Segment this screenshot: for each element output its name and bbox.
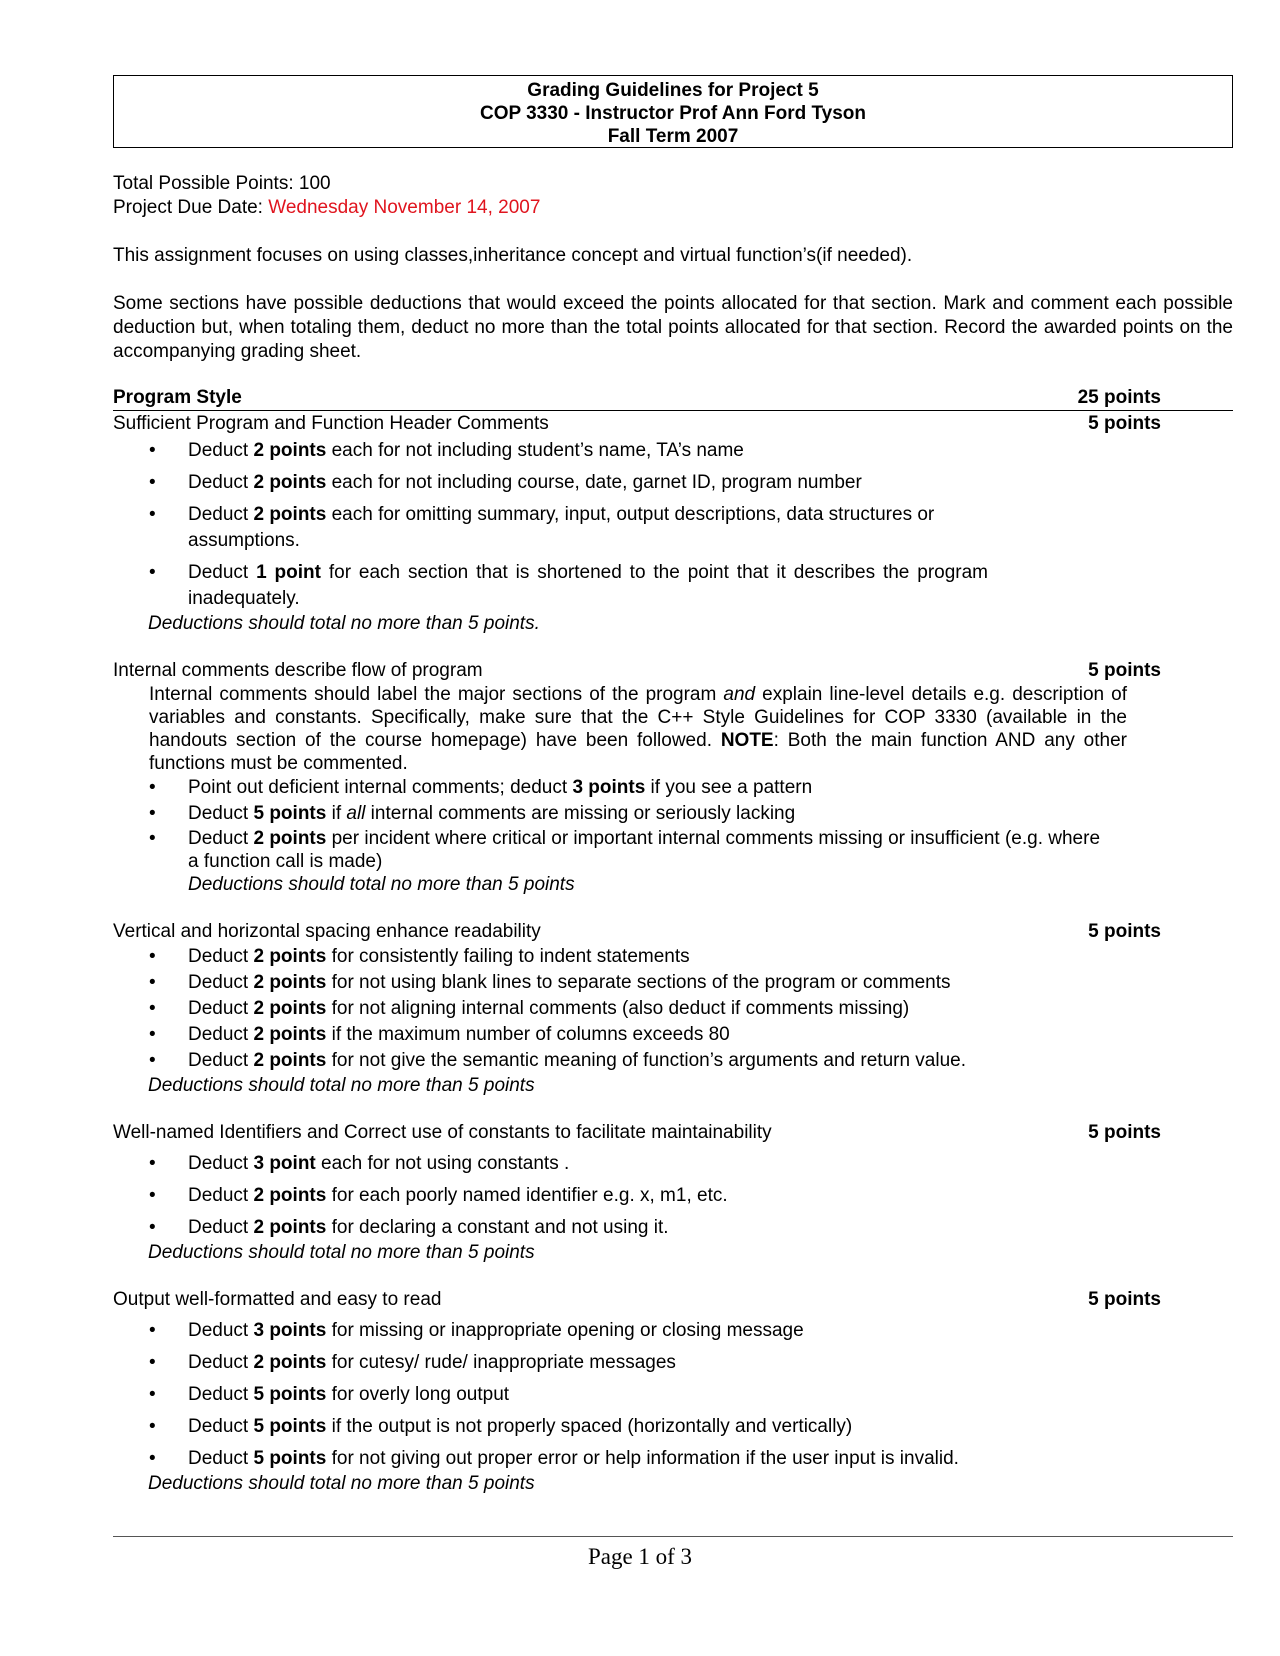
list-item: • Deduct 2 points for not aligning internal comments (also deduct if comments missing) <box>113 996 1108 1022</box>
deduction-list <box>113 775 1233 873</box>
program-style-points: 25 points <box>1077 387 1161 408</box>
list-item: • Deduct 5 points if all internal comments are missing or seriously lacking <box>113 801 1108 827</box>
list-item: • Deduct 2 points each for not including student’s name, TA’s name <box>113 438 988 464</box>
deduction-note: Deductions should total no more than 5 points <box>148 1242 535 1263</box>
deduction-list <box>113 1318 1233 1472</box>
list-item: • Deduct 3 point each for not using constants . <box>113 1151 1108 1177</box>
list-item: • Deduct 2 points if the maximum number of columns exceeds 80 <box>113 1022 1108 1048</box>
instructions-text: Some sections have possible deductions that would exceed the points allocated for that section. Mark and comment each possible deduction but, when totaling them, deduct no more than the total points allocated for that section. Record the awarded points on the accompanying grading sheet. <box>113 293 1233 362</box>
intro-text: This assignment focuses on using classes,inheritance concept and virtual function’s(if needed). <box>113 245 913 266</box>
section-title: Output well-formatted and easy to read <box>113 1289 442 1310</box>
deduction-note: Deductions should total no more than 5 points <box>188 874 575 895</box>
bullet-icon: • <box>149 998 156 1019</box>
title-box <box>113 75 1233 148</box>
list-item: • Deduct 2 points per incident where critical or important internal comments missing or insufficient (e.g. where a function call is made) <box>149 828 1101 872</box>
list-item: • Deduct 2 points each for not including course, date, garnet ID, program number <box>113 470 988 496</box>
bullet-icon: • <box>149 803 156 824</box>
bullet-icon: • <box>149 1448 156 1469</box>
list-item: • Deduct 2 points for not give the semantic meaning of function’s arguments and return value. <box>113 1048 1108 1074</box>
bullet-icon: • <box>149 1352 156 1373</box>
list-item: • Deduct 2 points for cutesy/ rude/ inappropriate messages <box>113 1350 1108 1376</box>
section-points: 5 points <box>1088 921 1161 942</box>
total-points: Total Possible Points: 100 <box>113 173 331 194</box>
section-internal-comments <box>113 658 1233 683</box>
list-item: • Deduct 1 point for each section that is shortened to the point that it describes the program inadequately. <box>149 562 988 609</box>
bullet-icon: • <box>149 828 156 849</box>
deduction-note: Deductions should total no more than 5 points. <box>148 613 540 634</box>
due-date-label: Project Due Date: <box>113 197 269 218</box>
project-meta <box>113 172 1233 220</box>
list-item: • Deduct 3 points for missing or inappropriate opening or closing message <box>113 1318 1108 1344</box>
due-date-line <box>113 196 1233 220</box>
section-spacing <box>113 919 1233 944</box>
section-title: Internal comments describe flow of program <box>113 660 483 681</box>
footer-divider <box>113 1536 1233 1537</box>
list-item: • Deduct 2 points for not using blank lines to separate sections of the program or comments <box>113 970 1108 996</box>
due-date: Wednesday November 14, 2007 <box>268 197 541 218</box>
section-title: Well-named Identifiers and Correct use of constants to facilitate maintainability <box>113 1122 772 1143</box>
page-number: Page 1 of 3 <box>587 1544 693 1569</box>
section-title: Vertical and horizontal spacing enhance readability <box>113 921 541 942</box>
deduction-note: Deductions should total no more than 5 points <box>148 1473 535 1494</box>
bullet-icon: • <box>149 504 156 525</box>
list-item: • Deduct 2 points each for omitting summary, input, output descriptions, data structures or assumptions. <box>149 504 935 551</box>
course-instructor: COP 3330 - Instructor Prof Ann Ford Tyson <box>479 103 867 124</box>
bullet-icon: • <box>149 1153 156 1174</box>
list-item: • Deduct 2 points for each poorly named identifier e.g. x, m1, etc. <box>113 1183 1108 1209</box>
bullet-icon: • <box>149 1050 156 1071</box>
section-title: Sufficient Program and Function Header Comments <box>113 413 549 434</box>
bullet-icon: • <box>149 562 156 583</box>
bullet-icon: • <box>149 1416 156 1437</box>
program-style-title: Program Style <box>113 387 242 408</box>
section-description: Internal comments should label the major sections of the program and explain line-level details e.g. description of variables and constants. Specifically, make sure that the C++ Style Guidelines for COP 3330 (available in the handouts section of the course homepage) have been followed. NOTE: Both the main function AND any other functions must be commented. <box>149 684 1127 774</box>
section-points: 5 points <box>1088 1122 1161 1143</box>
section-points: 5 points <box>1088 660 1161 681</box>
bullet-icon: • <box>149 777 156 798</box>
bullet-icon: • <box>149 946 156 967</box>
program-style-heading <box>113 386 1233 411</box>
document-page <box>113 75 1233 1496</box>
section-points: 5 points <box>1088 1289 1161 1310</box>
section-header-comments <box>113 411 1233 436</box>
term: Fall Term 2007 <box>607 126 739 147</box>
list-item: • Point out deficient internal comments; deduct 3 points if you see a pattern <box>113 775 1108 801</box>
bullet-icon: • <box>149 440 156 461</box>
bullet-icon: • <box>149 1320 156 1341</box>
list-item: • Deduct 2 points for declaring a constant and not using it. <box>113 1215 1108 1241</box>
bullet-icon: • <box>149 1217 156 1238</box>
section-output <box>113 1287 1233 1312</box>
document-title: Grading Guidelines for Project 5 <box>527 80 819 101</box>
section-identifiers <box>113 1120 1233 1145</box>
bullet-icon: • <box>149 1185 156 1206</box>
list-item: • Deduct 2 points for consistently failing to indent statements <box>113 944 1108 970</box>
deduction-list <box>113 438 1233 612</box>
deduction-list <box>113 944 1233 1074</box>
section-points: 5 points <box>1088 413 1161 434</box>
deduction-list <box>113 1151 1233 1241</box>
bullet-icon: • <box>149 972 156 993</box>
bullet-icon: • <box>149 1384 156 1405</box>
list-item: • Deduct 5 points if the output is not properly spaced (horizontally and vertically) <box>113 1414 1108 1440</box>
list-item: • Deduct 5 points for not giving out proper error or help information if the user input is invalid. <box>113 1446 1108 1472</box>
list-item: • Deduct 5 points for overly long output <box>113 1382 1108 1408</box>
bullet-icon: • <box>149 472 156 493</box>
bullet-icon: • <box>149 1024 156 1045</box>
deduction-note: Deductions should total no more than 5 points <box>148 1075 535 1096</box>
